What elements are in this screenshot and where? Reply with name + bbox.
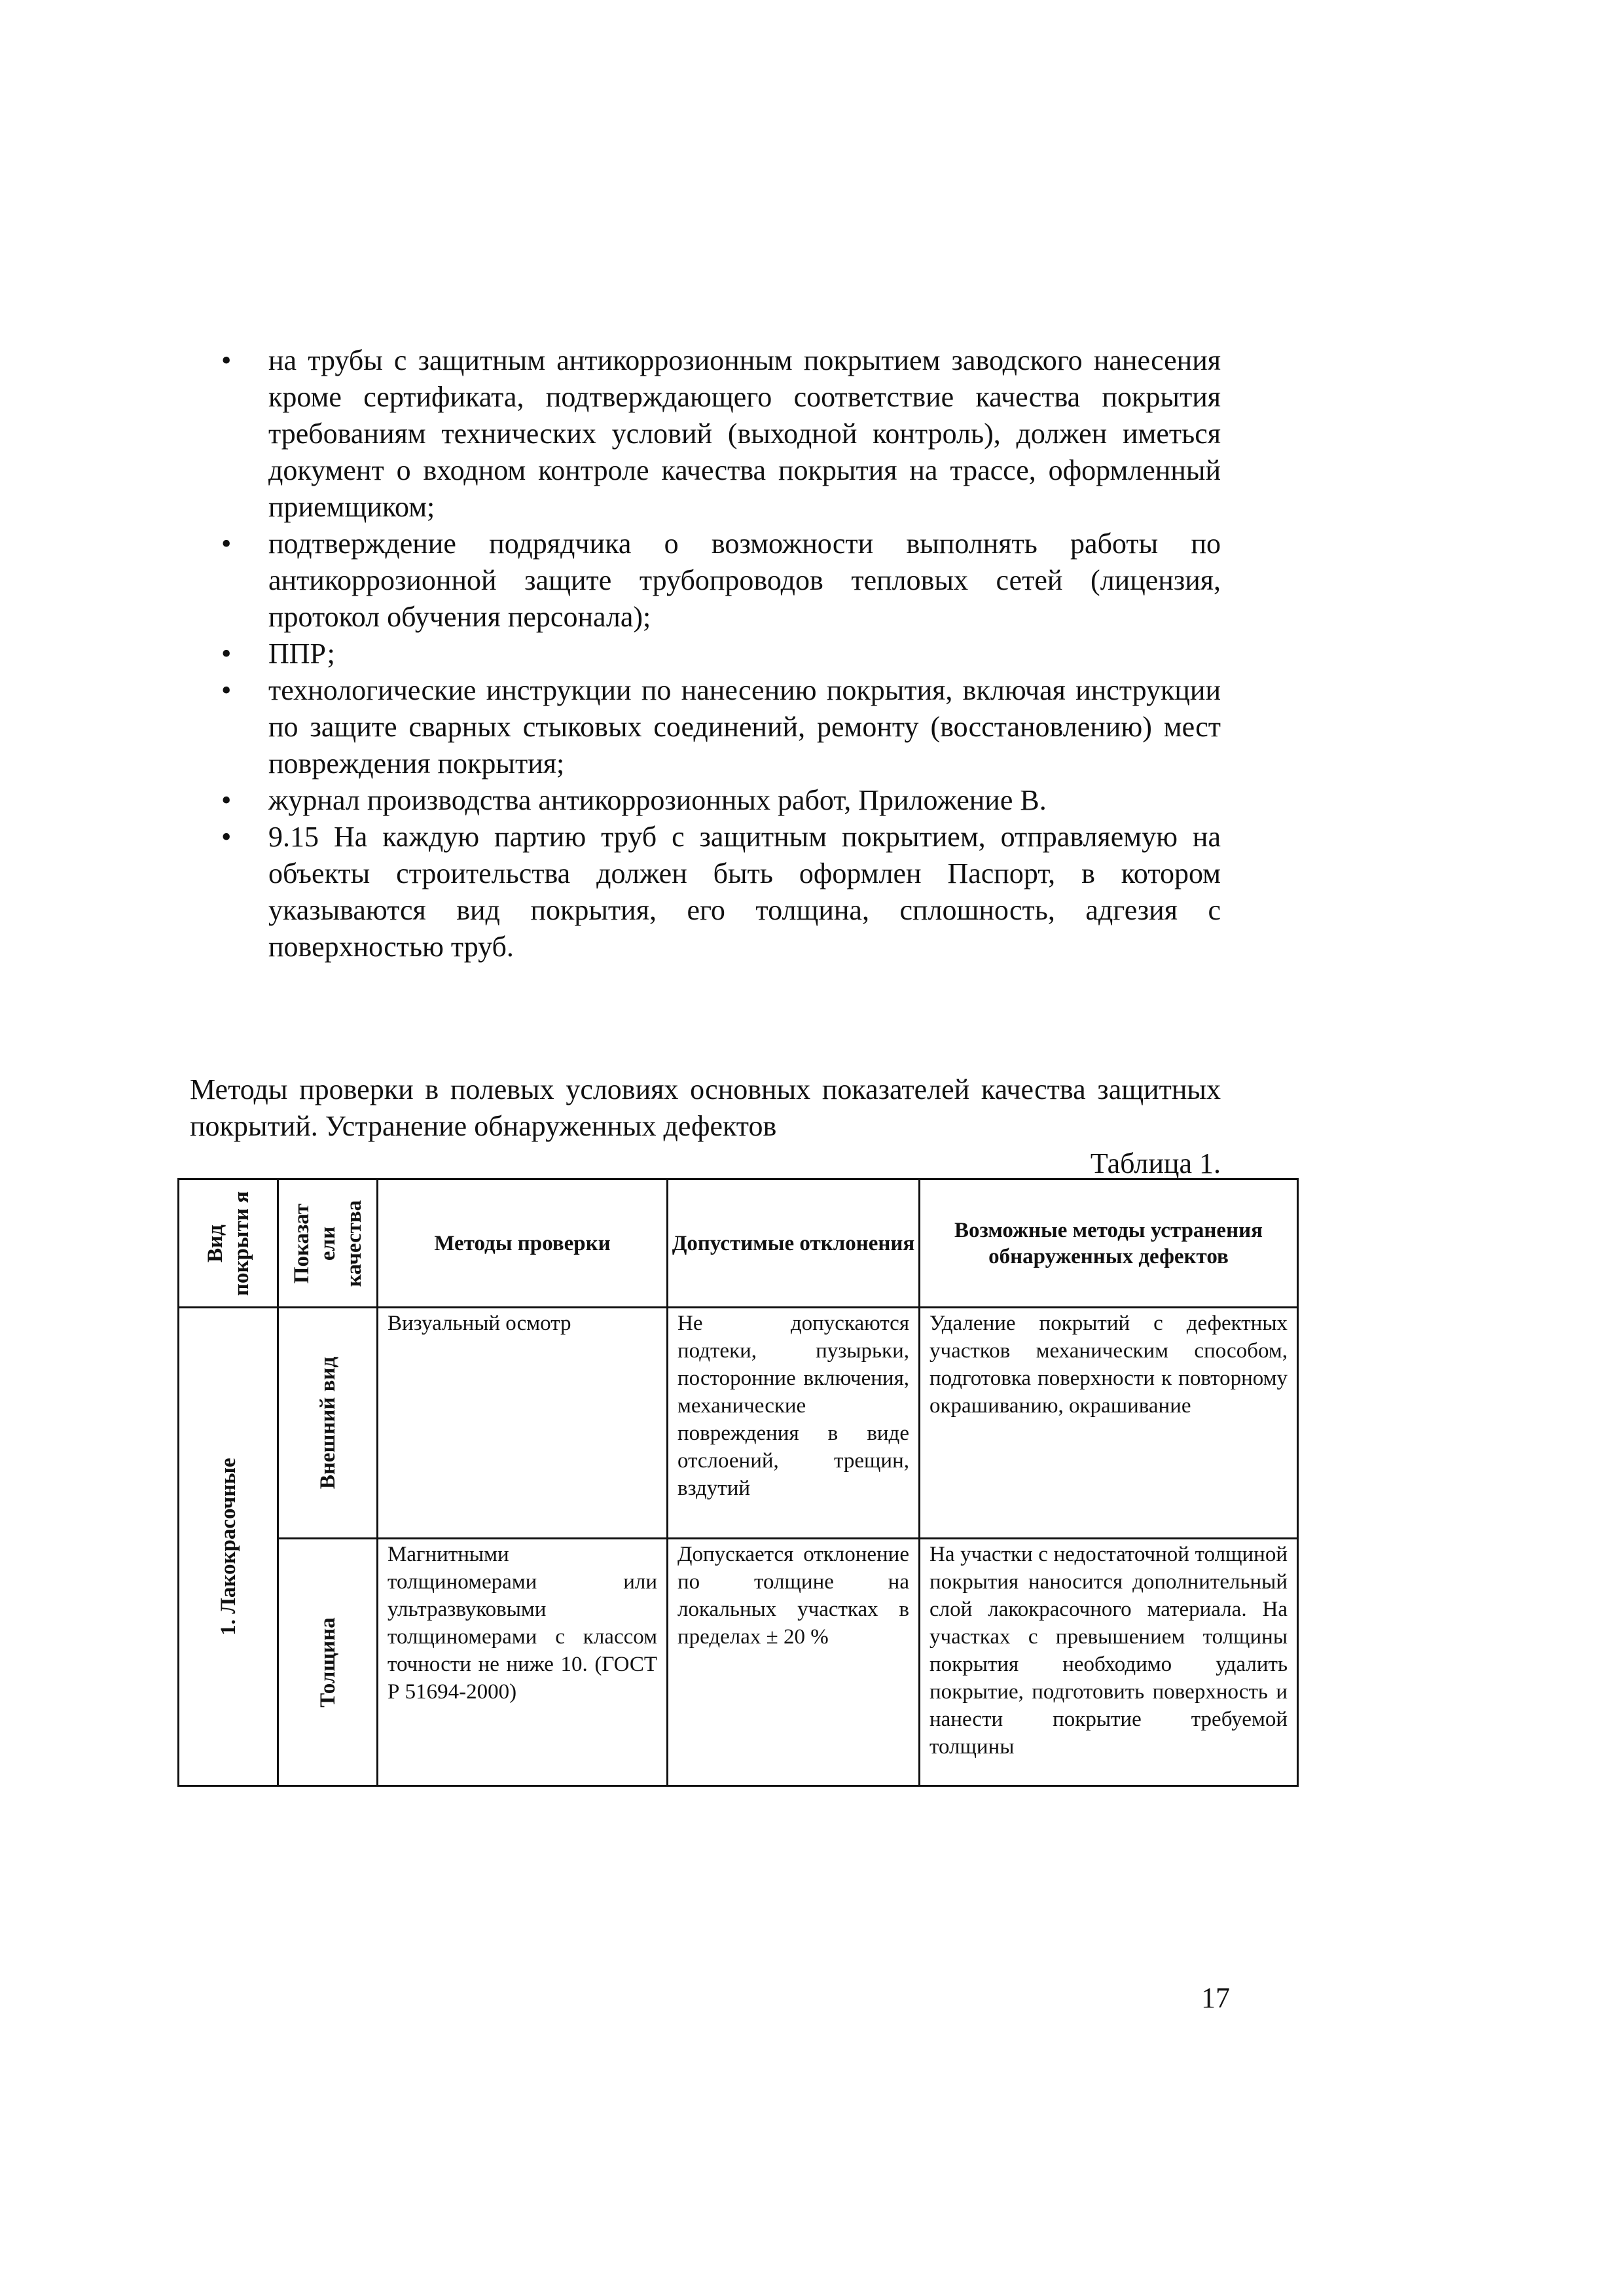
coating-group-cell xyxy=(179,1308,278,1786)
coating-group-label: 1. Лакокрасочные xyxy=(216,1458,240,1636)
requirements-list xyxy=(190,342,1221,965)
list-item-text: ППР; xyxy=(268,637,335,670)
deviation-cell: Не допускаются подтеки, пузырьки, посторонние включения, механические повреждения в виде отслоений, трещин, вздутий xyxy=(668,1308,920,1539)
list-item xyxy=(190,526,1221,636)
list-item-text: подтверждение подрядчика о возможности выполнять работы по антикоррозионной защите трубопроводов тепловых сетей (лицензия, протокол обучения персонала); xyxy=(268,528,1221,633)
header-coating-type: Вид покрыти я xyxy=(179,1179,278,1308)
table-caption: Таблица 1. xyxy=(1090,1147,1221,1179)
page-number: 17 xyxy=(1201,1982,1230,2014)
header-deviations: Допустимые отклонения xyxy=(668,1179,920,1308)
list-item xyxy=(190,782,1221,819)
indicator-cell xyxy=(278,1308,378,1539)
bullet-icon: • xyxy=(221,821,232,853)
header-methods: Методы проверки xyxy=(378,1179,668,1308)
bullet-icon: • xyxy=(221,528,232,560)
table-header-row xyxy=(179,1179,1298,1308)
list-item-text: технологические инструкции по нанесению покрытия, включая инструкции по защите сварных стыковых соединений, ремонту (восстановлению) мест повреждения покрытия; xyxy=(268,674,1221,780)
method-cell: Визуальный осмотр xyxy=(378,1308,668,1539)
fix-cell: На участки с недостаточной толщиной покрытия наносится дополнительный слой лакокрасочного материала. На участках с превышением толщины покрытия необходимо удалить покрытие, подготовить поверхность и нанести покрытие требуемой толщины xyxy=(920,1539,1298,1786)
bullet-icon: • xyxy=(221,674,232,706)
list-item xyxy=(190,819,1221,965)
list-item xyxy=(190,636,1221,672)
indicator-cell xyxy=(278,1539,378,1786)
list-item-text: журнал производства антикоррозионных работ, Приложение В. xyxy=(268,784,1047,816)
indicator-label: Толщина xyxy=(316,1617,340,1708)
list-item xyxy=(190,342,1221,526)
method-cell: Магнитными толщиномерами или ультразвуковыми толщиномерами с классом точности не ниже 10. (ГОСТ Р 51694-2000) xyxy=(378,1539,668,1786)
table-row xyxy=(179,1308,1298,1539)
list-item xyxy=(190,672,1221,782)
fix-cell: Удаление покрытий с дефектных участков механическим способом, подготовка поверхности к повторному окрашиванию, окрашивание xyxy=(920,1308,1298,1539)
list-item-text: 9.15 На каждую партию труб с защитным покрытием, отправляемую на объекты строительства должен быть оформлен Паспорт, в котором указываются вид покрытия, его толщина, сплошность, адгезия с поверхностью труб. xyxy=(268,821,1221,963)
header-fixes: Возможные методы устранения обнаруженных дефектов xyxy=(920,1179,1298,1308)
indicator-label: Внешний вид xyxy=(316,1356,340,1490)
header-indicators: Показат ели качества xyxy=(278,1179,378,1308)
deviation-cell: Допускается отклонение по толщине на локальных участках в пределах ± 20 % xyxy=(668,1539,920,1786)
section-heading: Методы проверки в полевых условиях основных показателей качества защитных покрытий. Устранение обнаруженных дефектов xyxy=(190,1073,1221,1142)
bullet-icon: • xyxy=(221,637,232,670)
quality-methods-table xyxy=(177,1178,1299,1787)
list-item-text: на трубы с защитным антикоррозионным покрытием заводского нанесения кроме сертификата, подтверждающего соответствие качества покрытия требованиям технических условий (выходной контроль), должен иметься документ о входном контроле качества покрытия на трассе, оформленный приемщиком; xyxy=(268,344,1221,523)
bullet-icon: • xyxy=(221,344,232,376)
table-row xyxy=(179,1539,1298,1786)
bullet-icon: • xyxy=(221,784,232,816)
